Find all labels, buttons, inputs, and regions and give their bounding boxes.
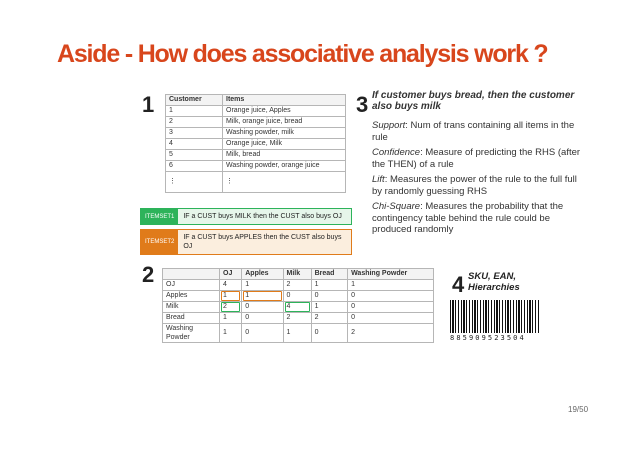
table-cell: 4	[166, 139, 223, 150]
slide-title: Aside - How does associative analysis work ?	[57, 40, 548, 68]
lift-text: : Measures the power of the rule to the full full by randomly guessing RHS	[372, 174, 577, 197]
table-cell: Orange juice, Apples	[223, 106, 346, 117]
table-row	[163, 280, 434, 291]
table-cell: 6	[166, 161, 223, 172]
table-row	[166, 106, 346, 117]
row-label: Apples	[163, 291, 220, 302]
row-label: OJ	[163, 280, 220, 291]
table-cell: 1	[348, 280, 434, 291]
header-milk: Milk	[283, 269, 311, 280]
section-number-3: 3	[356, 92, 369, 117]
measures-heading: If customer buys bread, then the customer also buys milk	[372, 90, 575, 112]
section-number-2: 2	[142, 262, 155, 287]
table-cell: 1	[311, 280, 348, 291]
header-bread: Bread	[311, 269, 348, 280]
table-cell: 1	[220, 313, 242, 324]
table-cell: Washing powder, milk	[223, 128, 346, 139]
table-cell: 1	[311, 302, 348, 313]
header-customer: Customer	[166, 95, 223, 106]
section-number-1: 1	[142, 92, 155, 117]
row-label: Milk	[163, 302, 220, 313]
highlighted-cell-green: 4	[283, 302, 311, 313]
support-text: : Num of trans containing all items in the rule	[372, 120, 575, 143]
table-cell: Milk, bread	[223, 150, 346, 161]
itemset-1	[140, 208, 352, 225]
table-cell: 1	[166, 106, 223, 117]
table-row	[166, 117, 346, 128]
table-cell: 2	[348, 324, 434, 343]
highlighted-cell-green: 2	[220, 302, 242, 313]
itemset-2-text: IF a CUST buys APPLES then the CUST also buys OJ	[183, 234, 342, 250]
header-apples: Apples	[242, 269, 283, 280]
support-definition	[372, 120, 582, 143]
table-row	[163, 324, 434, 343]
lift-term: Lift	[372, 174, 385, 185]
table-cell: ⋮	[223, 172, 346, 193]
header-washing-powder: Washing Powder	[348, 269, 434, 280]
table-cell: ⋮	[166, 172, 223, 193]
confidence-term: Confidence	[372, 147, 421, 158]
barcode-image	[450, 300, 540, 333]
table-cell: Orange juice, Milk	[223, 139, 346, 150]
table-row	[166, 150, 346, 161]
row-label: Bread	[163, 313, 220, 324]
table-cell: 0	[283, 291, 311, 302]
table-cell: 0	[311, 291, 348, 302]
table-cell: 0	[348, 302, 434, 313]
chisquare-term: Chi-Square	[372, 201, 421, 212]
row-label: Washing Powder	[163, 324, 220, 343]
table-cell: 1	[283, 324, 311, 343]
chisquare-definition	[372, 201, 582, 236]
table-cell: 0	[242, 302, 283, 313]
table-row	[166, 172, 346, 193]
table-cell: 0	[242, 324, 283, 343]
page-number: 19/50	[568, 405, 589, 414]
table-row	[163, 291, 434, 302]
table-cell: Milk, orange juice, bread	[223, 117, 346, 128]
highlighted-cell-orange: 1	[242, 291, 283, 302]
itemset-2-tag: ITEMSET2	[141, 230, 178, 254]
lift-definition	[372, 174, 582, 197]
measures-panel	[372, 90, 582, 240]
table-cell: 0	[242, 313, 283, 324]
confidence-text: : Measure of predicting the RHS (after the THEN) of a rule	[372, 147, 581, 170]
chisquare-text: : Measures the probability that the contingency table behind the rule could be produced randomly	[372, 201, 564, 235]
table-row	[163, 302, 434, 313]
transactions-table	[165, 94, 346, 193]
table-row	[166, 161, 346, 172]
table-cell: 1	[220, 324, 242, 343]
header-items: Items	[223, 95, 346, 106]
support-term: Support	[372, 120, 406, 131]
table-row	[166, 128, 346, 139]
table-cell: 0	[348, 313, 434, 324]
table-cell: 2	[311, 313, 348, 324]
table-header-row	[166, 95, 346, 106]
table-cell: 4	[220, 280, 242, 291]
itemset-2	[140, 229, 352, 255]
confidence-definition	[372, 147, 582, 170]
table-cell: Washing powder, orange juice	[223, 161, 346, 172]
itemset-1-text: IF a CUST buys MILK then the CUST also buys OJ	[183, 213, 342, 220]
table-cell: 0	[311, 324, 348, 343]
table-cell: 5	[166, 150, 223, 161]
table-cell: 2	[283, 280, 311, 291]
table-cell: 3	[166, 128, 223, 139]
table-cell: 1	[242, 280, 283, 291]
table-cell: 2	[283, 313, 311, 324]
cooccurrence-table	[162, 268, 434, 343]
section-number-4: 4	[452, 272, 465, 297]
barcode-digits: 885909523504	[450, 334, 526, 342]
highlighted-cell-orange: 1	[220, 291, 242, 302]
header-blank	[163, 269, 220, 280]
table-header-row	[163, 269, 434, 280]
table-row	[166, 139, 346, 150]
table-row	[163, 313, 434, 324]
table-cell: 0	[348, 291, 434, 302]
table-cell: 2	[166, 117, 223, 128]
sku-heading: SKU, EAN, Hierarchies	[468, 271, 520, 293]
header-oj: OJ	[220, 269, 242, 280]
itemset-1-tag: ITEMSET1	[141, 209, 178, 224]
